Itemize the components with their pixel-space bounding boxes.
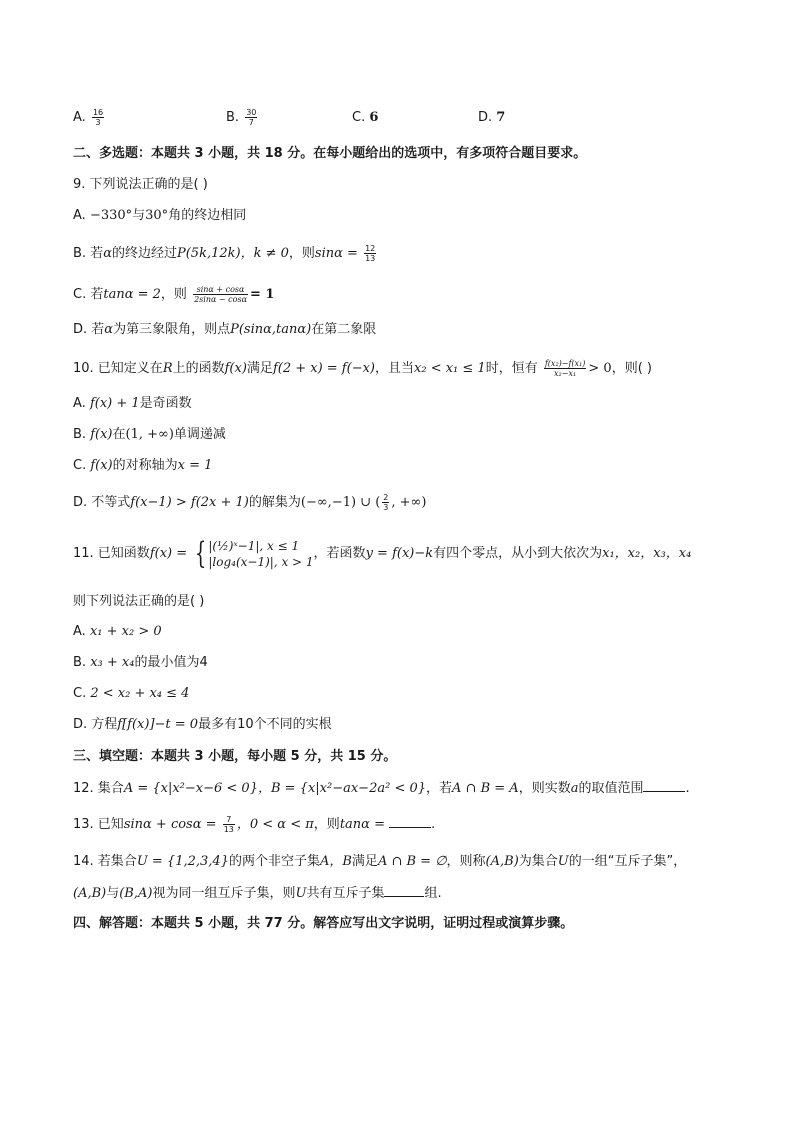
stem-text: 13. 已知: [73, 817, 124, 832]
section-4-heading: 四、解答题：本题共 5 小题，共 77 分。解答应写出文字说明，证明过程或演算步骤。: [73, 916, 574, 931]
option-value: 6: [369, 110, 379, 125]
option-text: 在第二象限: [311, 322, 377, 337]
q14-line-1: [73, 853, 686, 871]
math: tanα = 2: [103, 287, 161, 302]
stem-text: 的一组“互斥子集”，: [568, 854, 687, 869]
option-label: C.: [73, 458, 91, 473]
q10-stem: [73, 359, 652, 378]
option-label: C. 若: [73, 287, 104, 302]
q11-option-d: [73, 716, 332, 734]
math: x₃ + x₄: [90, 655, 135, 670]
option-text: 的解集为: [248, 495, 301, 510]
math: U: [557, 854, 569, 869]
option-label: D. 方程: [73, 717, 118, 732]
math: x₁，x₂，x₃，x₄: [602, 546, 692, 561]
fraction: [193, 285, 248, 304]
math: f(x) + 1: [89, 396, 140, 411]
option-letter: C.: [352, 110, 366, 125]
math: −330°与30°: [89, 208, 169, 223]
numerator: 16: [92, 108, 104, 117]
fraction: [223, 815, 235, 834]
option-text: 单调递减: [173, 427, 226, 442]
math: (1, +∞): [125, 427, 174, 442]
math: f(x−1) > f(2x + 1): [130, 495, 249, 510]
stem-text: 共有互斥子集: [306, 886, 385, 901]
stem-text: 与: [106, 886, 120, 901]
stem-text: 14. 若集合: [73, 854, 137, 869]
denominator: x₂−x₁: [554, 369, 577, 378]
stem-text: 时，恒有: [485, 361, 538, 376]
stem-text: 满足: [246, 361, 273, 376]
denominator: 13: [365, 254, 376, 263]
stem-text: 12. 集合: [73, 781, 124, 796]
q12: [73, 779, 690, 798]
math: R: [162, 361, 173, 376]
math: 2 < x₂ + x₄ ≤ 4: [90, 686, 190, 701]
math: P(5k,12k)，k ≠ 0: [176, 246, 289, 261]
answer-blank[interactable]: [643, 779, 685, 792]
q10-option-c: [73, 457, 212, 475]
stem-text: ，则: [313, 817, 340, 832]
stem-text: ，若: [426, 781, 453, 796]
math: (−∞,−1) ∪ (: [300, 495, 381, 510]
piecewise-cases: [208, 538, 313, 570]
math: y = f(x)−k: [365, 546, 434, 561]
stem-text: ，则实数: [518, 781, 571, 796]
stem-text: 组.: [424, 886, 442, 901]
q13: [73, 815, 435, 834]
left-brace: {: [195, 535, 207, 571]
q9-option-d: [73, 321, 376, 339]
option-label: B. 若: [73, 246, 104, 261]
option-text: 是奇函数: [139, 396, 192, 411]
math: = 1: [249, 287, 275, 302]
q9-stem: 9. 下列说法正确的是( ): [73, 177, 208, 192]
option-text: 最多有10个不同的实根: [198, 717, 332, 732]
math: A ∩ B = ∅: [377, 854, 447, 869]
math: , +∞): [391, 495, 427, 510]
math: x₁ + x₂ > 0: [89, 624, 162, 639]
q8-option-d: [478, 110, 505, 125]
numerator: f(x₂)−f(x₁): [544, 359, 586, 368]
stem-text: 11. 已知函数: [73, 546, 150, 561]
math: x₂ < x₁ ≤ 1: [414, 361, 486, 376]
stem-text: ，则( ): [611, 361, 652, 376]
fraction: [92, 108, 104, 127]
option-label: B.: [73, 427, 91, 442]
stem-text: 视为同一组互斥子集，则: [152, 886, 296, 901]
q8-option-a: [73, 108, 106, 127]
stem-text: 10. 已知定义在: [73, 361, 163, 376]
math: α: [104, 322, 114, 337]
numerator: 12: [365, 244, 376, 253]
math: U: [295, 886, 307, 901]
q11-option-a: [73, 623, 162, 641]
stem-text: 的两个非空子集: [228, 854, 320, 869]
math: A ∩ B = A: [452, 781, 519, 796]
denominator: 3: [95, 118, 101, 127]
option-value: 7: [496, 110, 506, 125]
q10-option-d: [73, 493, 426, 512]
numerator: sinα + cosα: [193, 285, 248, 295]
stem-text: .: [431, 817, 436, 832]
math: f(x): [90, 458, 113, 473]
stem-text: 满足: [351, 854, 378, 869]
stem-text: 的取值范围: [578, 781, 644, 796]
answer-blank[interactable]: [384, 884, 424, 897]
math: A，B: [319, 854, 352, 869]
q9-option-b: [73, 244, 378, 263]
math: a: [570, 781, 579, 796]
denominator: 13: [223, 825, 234, 834]
fraction: [382, 493, 389, 512]
denominator: 7: [248, 118, 254, 127]
stem-text: .: [685, 781, 690, 796]
option-text: 为第三象限角，则点: [113, 322, 231, 337]
section-2-heading: 二、多选题：本题共 3 小题，共 18 分。在每小题给出的选项中，有多项符合题目要求。: [73, 146, 587, 161]
option-letter: A.: [73, 110, 86, 125]
fraction: [544, 359, 587, 378]
math: (B,A): [119, 886, 153, 901]
numerator: 2: [383, 493, 389, 502]
stem-text: 有四个零点，从小到大依次为: [433, 546, 603, 561]
q10-option-a: [73, 395, 192, 413]
denominator: 2sinα − cosα: [194, 295, 247, 304]
math: (A,B): [485, 854, 519, 869]
option-text: ，则: [160, 287, 187, 302]
stem-text: 为集合: [518, 854, 558, 869]
option-text: 的终边经过: [111, 246, 177, 261]
q10-option-b: [73, 426, 226, 444]
option-text: 的最小值为4: [134, 655, 208, 670]
q11-stem-2: 则下列说法正确的是( ): [73, 594, 205, 609]
q14-line-2: [73, 884, 442, 903]
option-label: A.: [73, 624, 90, 639]
fraction: [245, 108, 257, 127]
option-text: 的对称轴为: [112, 458, 178, 473]
math: A = {x|x²−x−6 < 0}，B = {x|x²−ax−2a² < 0}: [123, 781, 427, 796]
stem-text: ，则称: [446, 854, 486, 869]
q9-option-a: [73, 207, 246, 225]
math: tanα =: [339, 817, 385, 832]
math: ，0 < α < π: [236, 817, 314, 832]
option-label: D. 不等式: [73, 495, 131, 510]
math: U = {1,2,3,4}: [136, 854, 229, 869]
fraction: [364, 244, 376, 263]
math: f(x): [224, 361, 247, 376]
q11-option-c: [73, 685, 189, 703]
option-label: C.: [73, 686, 91, 701]
q9-option-c: [73, 285, 274, 304]
math: (A,B): [73, 886, 107, 901]
math: sinα + cosα =: [123, 817, 217, 832]
q8-option-b: [226, 108, 259, 127]
option-label: D. 若: [73, 322, 105, 337]
answer-blank[interactable]: [389, 815, 431, 828]
math: f(x) =: [149, 546, 188, 561]
math: P(sinα,tanα): [230, 322, 312, 337]
q8-option-c: [352, 110, 378, 125]
q11-stem: [73, 536, 691, 572]
stem-text: ，且当: [375, 361, 415, 376]
numerator: 30: [246, 108, 257, 117]
math: f(x): [90, 427, 113, 442]
q11-option-b: [73, 654, 208, 672]
math: x = 1: [177, 458, 213, 473]
math: α: [103, 246, 112, 261]
option-text: ，则: [288, 246, 315, 261]
option-label: A.: [73, 208, 90, 223]
option-label: A.: [73, 396, 90, 411]
numerator: 7: [223, 815, 235, 825]
math: sinα =: [314, 246, 358, 261]
math: f(2 + x) = f(−x): [272, 361, 375, 376]
math: f[f(x)]−t = 0: [117, 717, 199, 732]
math: > 0: [588, 361, 612, 376]
section-3-heading: 三、填空题：本题共 3 小题，每小题 5 分，共 15 分。: [73, 749, 397, 764]
option-label: B.: [73, 655, 91, 670]
option-letter: B.: [226, 110, 240, 125]
stem-text: 上的函数: [172, 361, 225, 376]
case-1: |(½)ˣ−1|, x ≤ 1: [208, 538, 300, 553]
option-text: 角的终边相同: [168, 208, 247, 223]
stem-text: ，若函数: [313, 546, 366, 561]
option-text: 在: [112, 427, 126, 442]
case-2: |log₄(x−1)|, x > 1: [208, 554, 314, 569]
option-letter: D.: [478, 110, 493, 125]
denominator: 3: [383, 503, 389, 512]
